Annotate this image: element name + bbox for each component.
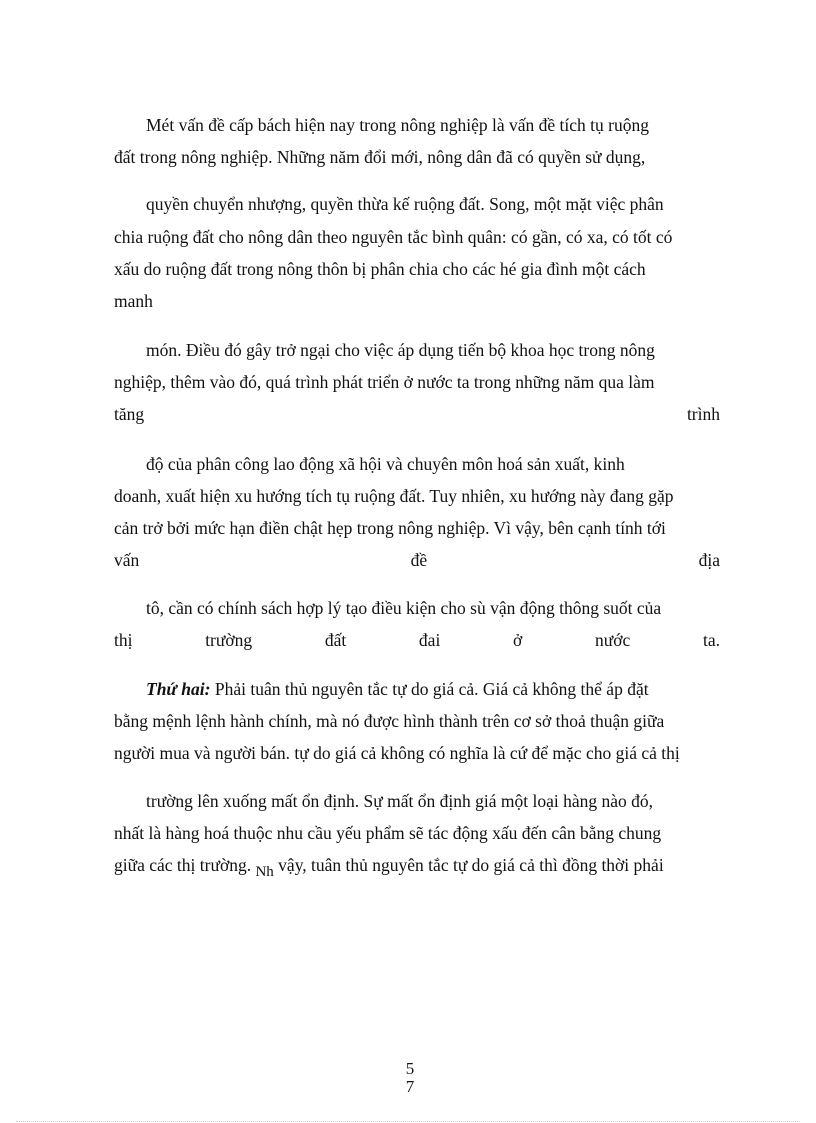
page-number: 5 [405,1059,415,1078]
word: đất [324,630,347,650]
text-line: bằng mệnh lệnh hành chính, mà nó được hình thành trên cơ sở thoả thuận giữa [114,711,665,731]
text-line: độ của phân công lao động xã hội và chuyên môn hoá sản xuất, kinh [146,454,625,474]
word: đề [410,550,428,570]
text-line: tô, cần có chính sách hợp lý tạo điều kiện cho sù vận động thông suốt của [146,598,662,618]
text-line: Mét vấn đề cấp bách hiện nay trong nông nghiệp là vấn đề tích tụ ruộng [146,115,649,135]
text-line: doanh, xuất hiện xu hướng tích tụ ruộng đất. Tuy nhiên, xu hướng này đang gặp [114,486,674,506]
text-line: quyền chuyển nhượng, quyền thừa kế ruộng đất. Song, một mặt việc phân [146,194,664,214]
word: nước [594,630,631,650]
page-number-secondary: 7 [405,1077,415,1096]
text-line: nhất là hàng hoá thuộc nhu cầu yếu phẩm sẽ tác động xấu đến cân bằng chung [114,823,662,843]
section-heading: Thứ hai: [146,679,211,699]
word: địa [698,550,720,570]
word: vấn [114,550,140,570]
text-line-spread [114,547,720,573]
word: trường [205,630,253,650]
page-bottom-divider [16,1121,800,1122]
line-text: Phải tuân thủ nguyên tắc tự do giá cả. Giá cả không thể áp đặt [214,679,649,699]
word: tăng [114,404,145,424]
text-line-spread [114,401,720,427]
text-line [114,852,664,878]
line-text: vậy, tuân thủ nguyên tắc tự do giá cả thì đồng thời phải [278,855,664,875]
text-line: cản trở bởi mức hạn điền chật hẹp trong nông nghiệp. Vì vậy, bên cạnh tính tới [114,518,666,538]
line-text: giữa các thị trường. [114,855,252,875]
word: ở [513,630,523,650]
word: thị [114,630,133,650]
text-line-spread [114,627,720,653]
word: trình [686,404,720,424]
text-line: manh [114,291,153,311]
text-line [146,676,649,702]
word: đai [418,630,441,650]
text-line: nghiệp, thêm vào đó, quá trình phát triển ở nước ta trong những năm qua làm [114,372,655,392]
word: ta. [702,630,720,650]
text-line: trường lên xuống mất ổn định. Sự mất ổn định giá một loại hàng nào đó, [146,791,653,811]
text-line: xấu do ruộng đất trong nông thôn bị phân chia cho các hé gia đình một cách [114,259,646,279]
text-line: món. Điều đó gây trở ngại cho việc áp dụng tiến bộ khoa học trong nông [146,340,655,360]
text-fragment: Nh [255,864,274,880]
text-line: đất trong nông nghiệp. Những năm đổi mới, nông dân đã có quyền sử dụng, [114,147,646,167]
text-line: người mua và người bán. tự do giá cả không có nghĩa là cứ để mặc cho giá cả thị [114,743,680,763]
text-line: chia ruộng đất cho nông dân theo nguyên tắc bình quân: có gần, có xa, có tốt có [114,227,673,247]
